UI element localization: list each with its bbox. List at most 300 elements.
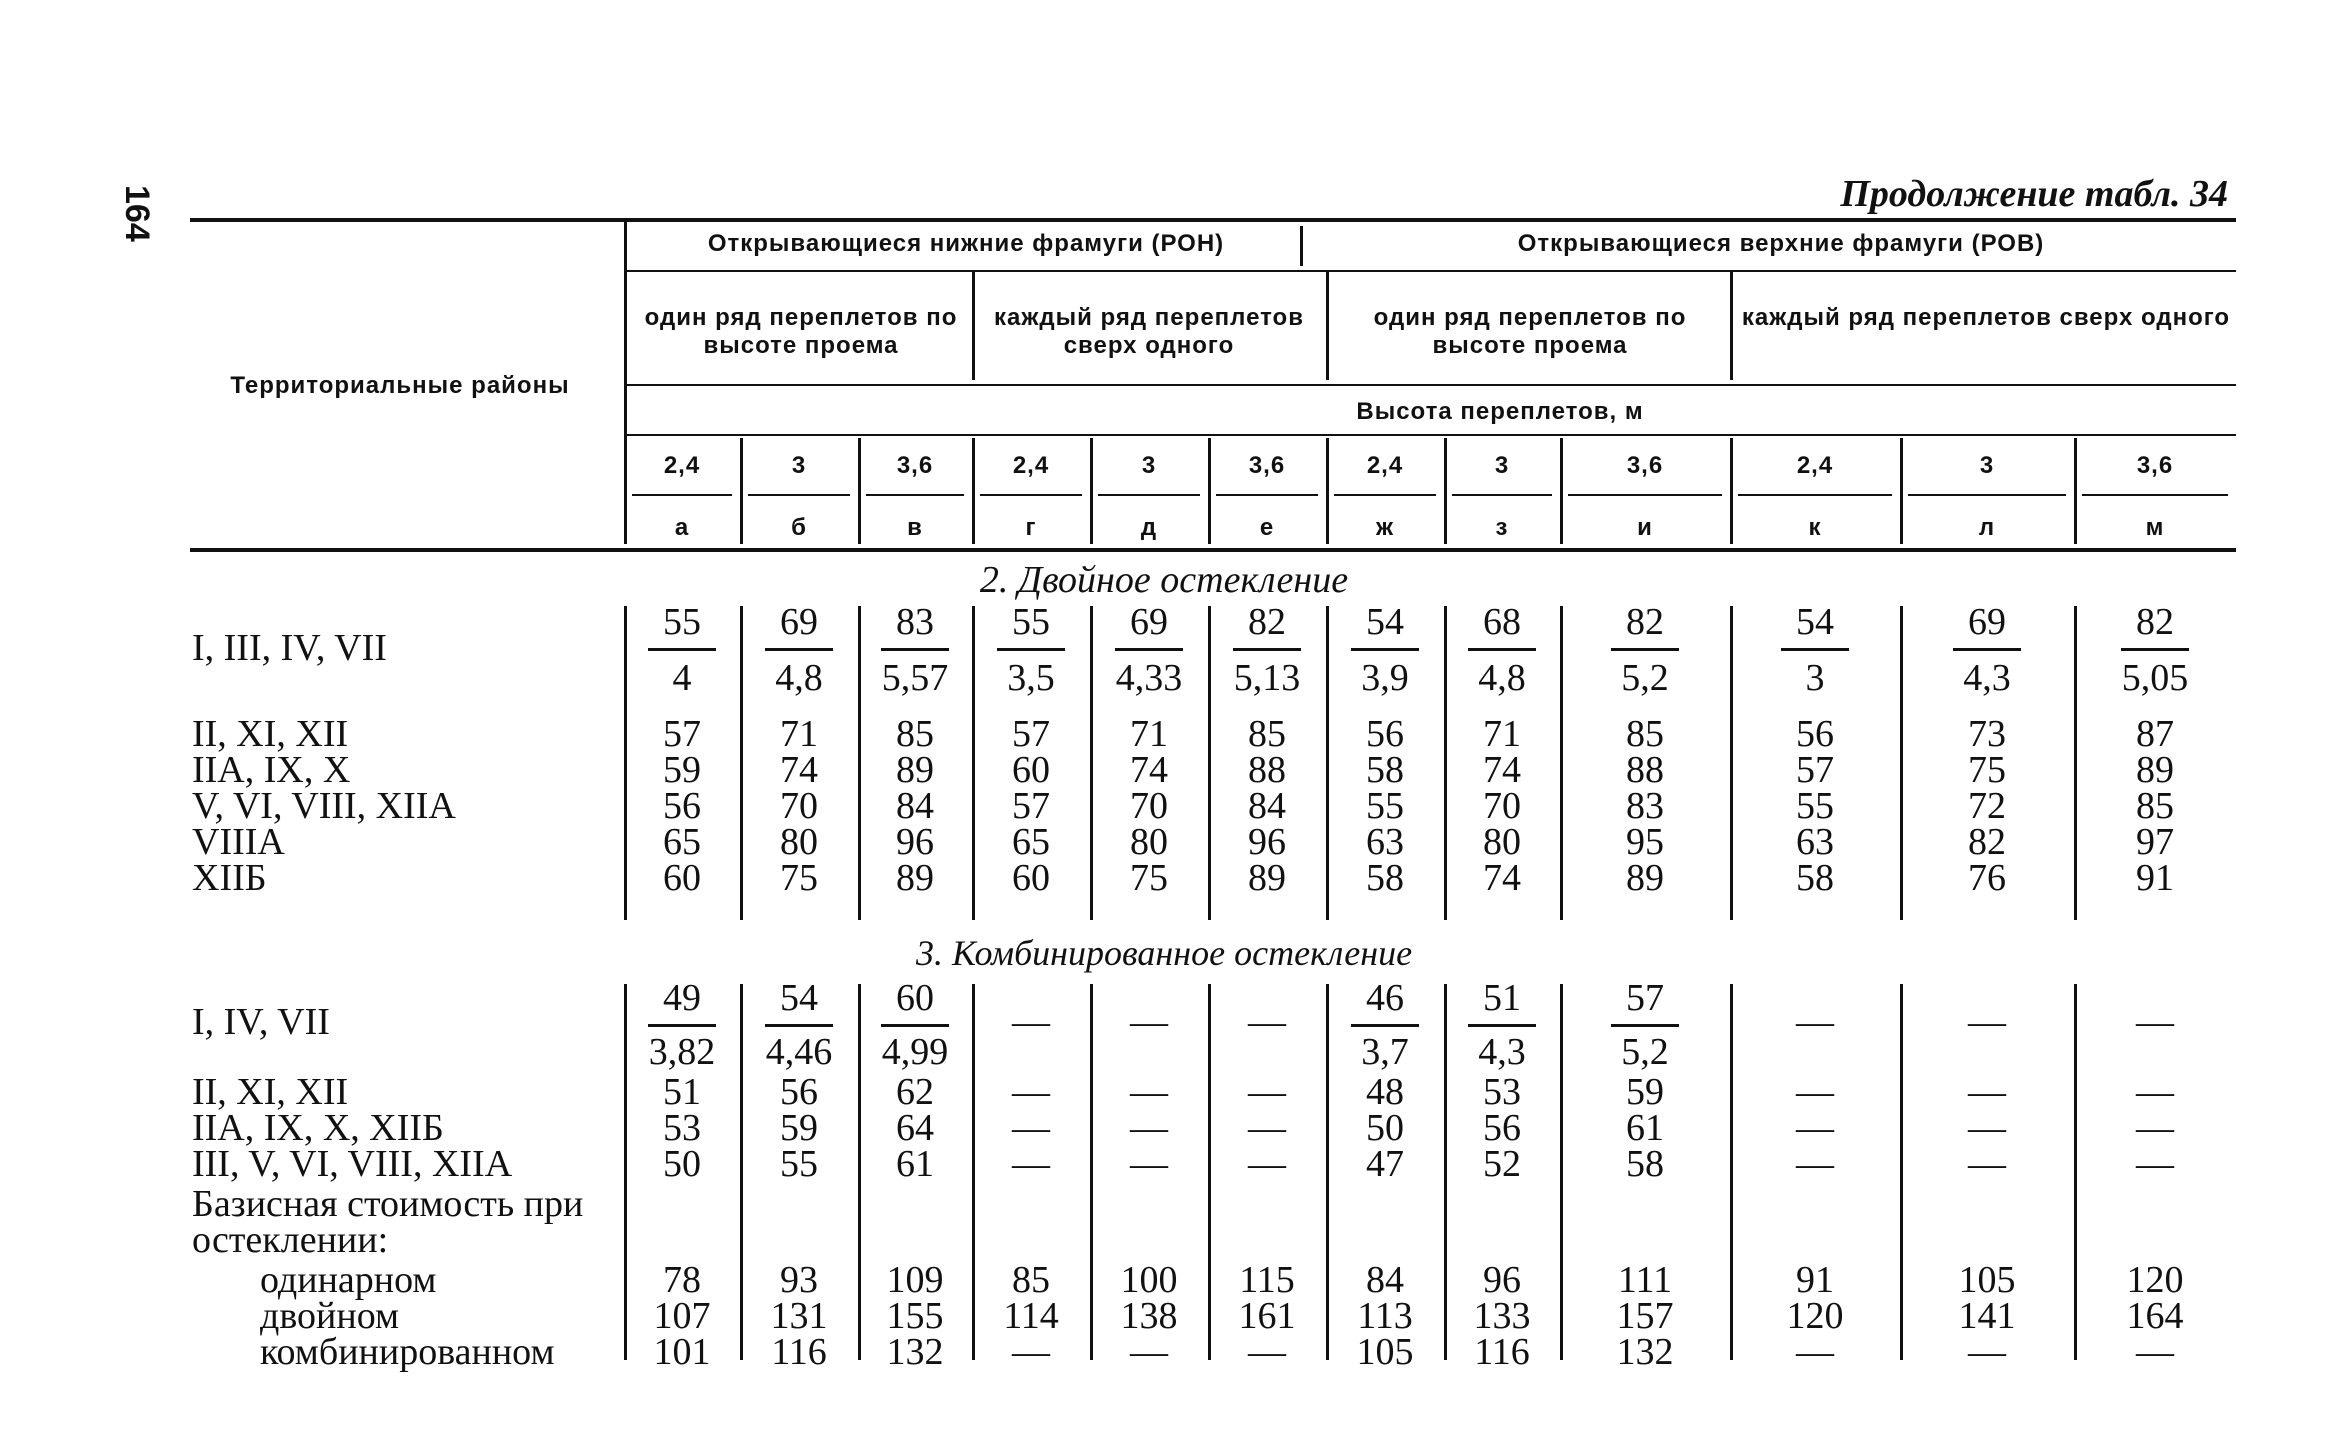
rule <box>1216 494 1318 496</box>
column-rule <box>972 270 975 380</box>
table-cell: — <box>2136 1001 2174 1043</box>
fraction-numerator: 46 <box>1366 977 1404 1019</box>
rule <box>1738 494 1892 496</box>
table-cell: 87 <box>2136 713 2174 755</box>
rule <box>648 1024 716 1027</box>
table-cell: 107 <box>653 1295 711 1337</box>
table-cell: 61 <box>1626 1107 1664 1149</box>
table-cell: — <box>1130 1071 1168 1113</box>
table-cell: 58 <box>1366 857 1404 899</box>
table-cell: 84 <box>1248 785 1286 827</box>
table-cell: — <box>1968 1107 2006 1149</box>
fraction-numerator: 68 <box>1483 601 1521 643</box>
sub-lower-one: один ряд переплетов по высоте проема <box>644 304 958 359</box>
row-label: комбинированном <box>260 1331 555 1373</box>
table-cell: 55 <box>1366 785 1404 827</box>
base-cost-label: остеклении: <box>192 1219 389 1261</box>
table-cell: 132 <box>1616 1331 1674 1373</box>
fraction-numerator: 83 <box>896 601 934 643</box>
fraction-numerator: 51 <box>1483 977 1521 1019</box>
table-cell: 55 <box>780 1143 818 1185</box>
height-value: 2,4 <box>1366 452 1404 479</box>
table-cell: 56 <box>1483 1107 1521 1149</box>
table-cell: 89 <box>1248 857 1286 899</box>
table-cell: 80 <box>1483 821 1521 863</box>
table-cell: — <box>1968 1331 2006 1373</box>
table-cell: 85 <box>896 713 934 755</box>
row-label: II, XI, XII <box>192 1071 349 1113</box>
sub-upper-one: один ряд переплетов по высоте проема <box>1373 304 1687 359</box>
base-cost-label: Базисная стоимость при <box>192 1183 584 1225</box>
table-cell: 50 <box>663 1143 701 1185</box>
table-cell: — <box>1248 1071 1286 1113</box>
column-rule <box>1444 606 1447 920</box>
table-cell: 88 <box>1248 749 1286 791</box>
column-rule <box>858 606 861 920</box>
section-title-combined: 3. Комбинированное остекление <box>915 933 1413 973</box>
rule <box>1781 648 1849 651</box>
column-rule <box>1444 984 1447 1360</box>
column-rule <box>972 606 975 920</box>
table-cell: 60 <box>1012 857 1050 899</box>
fraction-denominator: 3,9 <box>1361 657 1409 699</box>
table-cell: 96 <box>1483 1259 1521 1301</box>
row-label: IIА, IX, X <box>192 749 351 791</box>
table-cell: 65 <box>1012 821 1050 863</box>
rule <box>765 1024 833 1027</box>
rule <box>1098 494 1200 496</box>
height-value: 2,4 <box>1796 452 1834 479</box>
row-label: I, III, IV, VII <box>192 627 387 669</box>
table-cell: 74 <box>1130 749 1168 791</box>
table-cell: 78 <box>663 1259 701 1301</box>
table-cell: — <box>1130 1001 1168 1043</box>
table-cell: 97 <box>2136 821 2174 863</box>
fraction-denominator: 3,5 <box>1007 657 1055 699</box>
table-cell: 85 <box>1248 713 1286 755</box>
column-rule <box>972 438 975 544</box>
fraction-denominator: 5,2 <box>1621 657 1669 699</box>
table-cell: 57 <box>1796 749 1834 791</box>
rule <box>1568 494 1722 496</box>
table-cell: 56 <box>780 1071 818 1113</box>
column-letter: б <box>791 514 807 541</box>
column-rule <box>1560 984 1563 1360</box>
table-cell: 157 <box>1616 1295 1674 1337</box>
table-cell: 109 <box>886 1259 944 1301</box>
fraction-denominator: 5,2 <box>1621 1031 1669 1073</box>
table-cell: 116 <box>1474 1331 1530 1373</box>
height-label: Высота переплетов, м <box>1356 398 1644 425</box>
table-cell: 63 <box>1796 821 1834 863</box>
rule <box>866 494 964 496</box>
table-cell: 93 <box>780 1259 818 1301</box>
column-rule <box>1730 606 1733 920</box>
table-cell: 52 <box>1483 1143 1521 1185</box>
column-rule <box>1326 270 1329 380</box>
fraction-denominator: 4,33 <box>1115 657 1183 699</box>
rule <box>2121 648 2189 651</box>
table-cell: 58 <box>1626 1143 1664 1185</box>
table-cell: 138 <box>1120 1295 1178 1337</box>
table-cell: 80 <box>780 821 818 863</box>
table-cell: — <box>1012 1071 1050 1113</box>
fraction-numerator: 54 <box>1366 601 1404 643</box>
fraction-denominator: 4,3 <box>1963 657 2011 699</box>
table-cell: 82 <box>1968 821 2006 863</box>
column-rule <box>1090 606 1093 920</box>
table-cell: 56 <box>1366 713 1404 755</box>
table-cell: 57 <box>1012 713 1050 755</box>
column-letter: е <box>1259 514 1275 541</box>
table-cell: 84 <box>896 785 934 827</box>
fraction-denominator: 3,7 <box>1361 1031 1409 1073</box>
rule <box>1115 648 1183 651</box>
table-cell: 55 <box>1796 785 1834 827</box>
table-cell: — <box>1130 1143 1168 1185</box>
fraction-denominator: 3,82 <box>648 1031 716 1073</box>
table-cell: 63 <box>1366 821 1404 863</box>
fraction-numerator: 54 <box>1796 601 1834 643</box>
fraction-numerator: 69 <box>780 601 818 643</box>
column-rule <box>624 606 627 920</box>
rule <box>190 218 2236 222</box>
fraction-denominator: 4,46 <box>765 1031 833 1073</box>
table-cell: 96 <box>896 821 934 863</box>
table-cell: 105 <box>1958 1259 2016 1301</box>
table-cell: 73 <box>1968 713 2006 755</box>
fraction-denominator: 4,3 <box>1478 1031 1526 1073</box>
table-cell: — <box>1248 1143 1286 1185</box>
table-cell: 47 <box>1366 1143 1404 1185</box>
table-cell: — <box>1130 1331 1168 1373</box>
table-cell: 76 <box>1968 857 2006 899</box>
table-cell: 59 <box>1626 1071 1664 1113</box>
table-cell: 85 <box>2136 785 2174 827</box>
rule <box>1351 1024 1419 1027</box>
column-rule <box>740 606 743 920</box>
fraction-numerator: 69 <box>1968 601 2006 643</box>
rule <box>1611 1024 1679 1027</box>
table-cell: — <box>1796 1107 1834 1149</box>
group-upper-header: Открывающиеся верхние фрамуги (РОВ) <box>1517 230 2045 257</box>
row-label: I, IV, VII <box>192 1001 330 1043</box>
table-cell: 59 <box>780 1107 818 1149</box>
table-cell: — <box>1796 1071 1834 1113</box>
table-cell: 71 <box>1483 713 1521 755</box>
table-cell: 56 <box>663 785 701 827</box>
column-rule <box>1208 606 1211 920</box>
fraction-numerator: 55 <box>1012 601 1050 643</box>
table-cell: — <box>1012 1143 1050 1185</box>
table-cell: 51 <box>663 1071 701 1113</box>
table-cell: 75 <box>780 857 818 899</box>
column-rule <box>1560 606 1563 920</box>
row-label: двойном <box>260 1295 400 1337</box>
column-rule <box>1326 606 1329 920</box>
page-number: 164 <box>118 185 156 242</box>
table-cell: — <box>1012 1107 1050 1149</box>
fraction-numerator: 82 <box>1248 601 1286 643</box>
table-cell: 57 <box>663 713 701 755</box>
rule <box>190 548 2236 552</box>
row-label: одинарном <box>260 1259 437 1301</box>
column-rule <box>2074 438 2077 544</box>
height-value: 3,6 <box>896 452 934 479</box>
table-cell: 70 <box>780 785 818 827</box>
table-cell: 120 <box>1786 1295 1844 1337</box>
table-cell: 89 <box>896 857 934 899</box>
row-label: II, XI, XII <box>192 713 349 755</box>
column-rule <box>1730 270 1733 380</box>
table-cell: — <box>2136 1331 2174 1373</box>
column-rule <box>1560 438 1563 544</box>
column-rule <box>1326 438 1329 544</box>
column-letter: ж <box>1375 514 1394 541</box>
table-cell: 56 <box>1796 713 1834 755</box>
fraction-denominator: 5,13 <box>1233 657 1301 699</box>
column-rule <box>1730 984 1733 1360</box>
table-cell: 114 <box>1003 1295 1059 1337</box>
table-cell: 58 <box>1796 857 1834 899</box>
column-rule <box>1208 984 1211 1360</box>
column-rule <box>1900 984 1903 1360</box>
height-value: 3 <box>1979 452 1995 479</box>
rule <box>626 434 2236 436</box>
table-cell: 89 <box>896 749 934 791</box>
table-cell: 131 <box>770 1295 828 1337</box>
section-title-double: 2. Двойное остекление <box>979 559 1349 601</box>
table-cell: 50 <box>1366 1107 1404 1149</box>
rule <box>1468 648 1536 651</box>
column-letter: д <box>1140 514 1158 541</box>
table-cell: 71 <box>1130 713 1168 755</box>
table-cell: 74 <box>1483 749 1521 791</box>
table-cell: 120 <box>2126 1259 2184 1301</box>
rule <box>1468 1024 1536 1027</box>
column-letter: г <box>1025 514 1037 541</box>
table-cell: — <box>1130 1107 1168 1149</box>
rule <box>765 648 833 651</box>
rule <box>997 648 1065 651</box>
rule <box>1611 648 1679 651</box>
rule <box>626 270 2236 272</box>
table-cell: 70 <box>1130 785 1168 827</box>
row-label: XIIБ <box>192 857 267 899</box>
table-cell: 105 <box>1356 1331 1414 1373</box>
row-label: IIА, IX, X, XIIБ <box>192 1107 444 1149</box>
table-cell: 74 <box>1483 857 1521 899</box>
column-rule <box>1326 984 1329 1360</box>
table-cell: 91 <box>2136 857 2174 899</box>
column-rule <box>1090 984 1093 1360</box>
table-cell: 155 <box>886 1295 944 1337</box>
column-rule <box>858 984 861 1360</box>
fraction-numerator: 82 <box>1626 601 1664 643</box>
sub-lower-each: каждый ряд переплетов сверх одного <box>994 304 1304 359</box>
table-cell: 113 <box>1357 1295 1413 1337</box>
table-cell: — <box>2136 1143 2174 1185</box>
table-cell: — <box>1968 1071 2006 1113</box>
table-cell: — <box>1248 1001 1286 1043</box>
group-lower-header: Открывающиеся нижние фрамуги (РОН) <box>707 230 1225 257</box>
table-cell: — <box>1968 1143 2006 1185</box>
column-letter: м <box>2145 514 2165 541</box>
table-cell: 164 <box>2126 1295 2184 1337</box>
column-rule <box>1208 438 1211 544</box>
column-letter: и <box>1637 514 1653 541</box>
table-cell: 64 <box>896 1107 934 1149</box>
fraction-denominator: 4,8 <box>1478 657 1526 699</box>
fraction-numerator: 55 <box>663 601 701 643</box>
fraction-denominator: 5,57 <box>881 657 949 699</box>
table-cell: 53 <box>1483 1071 1521 1113</box>
table-cell: 59 <box>663 749 701 791</box>
height-value: 3,6 <box>2136 452 2174 479</box>
table-cell: — <box>1012 1331 1050 1373</box>
rule <box>1233 648 1301 651</box>
column-rule <box>1900 606 1903 920</box>
fraction-denominator: 4,99 <box>881 1031 949 1073</box>
table-cell: 116 <box>771 1331 827 1373</box>
column-letter: а <box>674 514 690 541</box>
rule <box>1953 648 2021 651</box>
rule <box>748 494 850 496</box>
table-cell: 80 <box>1130 821 1168 863</box>
fraction-denominator: 4,8 <box>775 657 823 699</box>
table-cell: 72 <box>1968 785 2006 827</box>
fraction-numerator: 60 <box>896 977 934 1019</box>
table-cell: 75 <box>1968 749 2006 791</box>
table-cell: 111 <box>1617 1259 1673 1301</box>
table-cell: 71 <box>780 713 818 755</box>
table-cell: — <box>1012 1001 1050 1043</box>
column-rule <box>1300 226 1303 266</box>
table-cell: — <box>2136 1071 2174 1113</box>
table-cell: 91 <box>1796 1259 1834 1301</box>
table-cell: 84 <box>1366 1259 1404 1301</box>
fraction-denominator: 5,05 <box>2121 657 2189 699</box>
height-value: 2,4 <box>1012 452 1050 479</box>
rule <box>1334 494 1436 496</box>
fraction-numerator: 82 <box>2136 601 2174 643</box>
rule <box>2082 494 2228 496</box>
column-rule <box>2074 606 2077 920</box>
table-cell: 89 <box>1626 857 1664 899</box>
height-value: 3 <box>791 452 807 479</box>
table-cell: 85 <box>1626 713 1664 755</box>
column-rule <box>972 984 975 1360</box>
column-rule <box>2074 984 2077 1360</box>
table-cell: 88 <box>1626 749 1664 791</box>
table-cell: 132 <box>886 1331 944 1373</box>
table-cell: — <box>2136 1107 2174 1149</box>
table-cell: 62 <box>896 1071 934 1113</box>
table-cell: 60 <box>663 857 701 899</box>
table-cell: 48 <box>1366 1071 1404 1113</box>
table-cell: — <box>1248 1331 1286 1373</box>
table-cell: 58 <box>1366 749 1404 791</box>
column-rule <box>624 984 627 1360</box>
table-cell: 133 <box>1473 1295 1531 1337</box>
territory-header: Территориальные районы <box>230 372 570 399</box>
table-cell: 83 <box>1626 785 1664 827</box>
table-cell: 141 <box>1958 1295 2016 1337</box>
table-cell: 70 <box>1483 785 1521 827</box>
column-rule <box>740 984 743 1360</box>
column-rule <box>858 438 861 544</box>
rule <box>1452 494 1552 496</box>
fraction-numerator: 54 <box>780 977 818 1019</box>
column-letter: в <box>907 514 923 541</box>
table-cell: — <box>1968 1001 2006 1043</box>
table-cell: 161 <box>1238 1295 1296 1337</box>
rule <box>980 494 1082 496</box>
table-cell: — <box>1796 1143 1834 1185</box>
fraction-denominator: 3 <box>1805 657 1825 699</box>
row-label: III, V, VI, VIII, XIIА <box>192 1143 513 1185</box>
height-value: 3,6 <box>1626 452 1664 479</box>
height-value: 2,4 <box>663 452 701 479</box>
table-cell: 61 <box>896 1143 934 1185</box>
table-cell: 85 <box>1012 1259 1050 1301</box>
column-rule <box>624 220 627 544</box>
table-cell: — <box>1796 1331 1834 1373</box>
row-label: VIIIА <box>192 821 285 863</box>
column-rule <box>1730 438 1733 544</box>
column-letter: л <box>1978 514 1996 541</box>
rule <box>1351 648 1419 651</box>
column-letter: к <box>1808 514 1822 541</box>
column-rule <box>1900 438 1903 544</box>
table-cell: 53 <box>663 1107 701 1149</box>
table-cell: 60 <box>1012 749 1050 791</box>
fraction-numerator: 57 <box>1626 977 1664 1019</box>
table-cell: 65 <box>663 821 701 863</box>
column-rule <box>740 438 743 544</box>
row-label: V, VI, VIII, XIIА <box>192 785 456 827</box>
fraction-numerator: 49 <box>663 977 701 1019</box>
table-cell: 101 <box>653 1331 711 1373</box>
table-cell: — <box>1248 1107 1286 1149</box>
table-cell: 100 <box>1120 1259 1178 1301</box>
height-value: 3 <box>1494 452 1510 479</box>
rule <box>881 648 949 651</box>
table-cell: 75 <box>1130 857 1168 899</box>
height-value: 3,6 <box>1248 452 1286 479</box>
column-rule <box>1090 438 1093 544</box>
rule <box>1908 494 2066 496</box>
rule <box>632 494 732 496</box>
column-letter: з <box>1495 514 1509 541</box>
table-caption: Продолжение табл. 34 <box>1840 173 2228 215</box>
column-rule <box>1444 438 1447 544</box>
rule <box>626 384 2236 386</box>
table-cell: 74 <box>780 749 818 791</box>
rule <box>648 648 716 651</box>
table-cell: 96 <box>1248 821 1286 863</box>
table-cell: 115 <box>1239 1259 1295 1301</box>
fraction-denominator: 4 <box>672 657 692 699</box>
height-value: 3 <box>1141 452 1157 479</box>
table-cell: 89 <box>2136 749 2174 791</box>
fraction-numerator: 69 <box>1130 601 1168 643</box>
table-cell: 95 <box>1626 821 1664 863</box>
rule <box>881 1024 949 1027</box>
table-cell: — <box>1796 1001 1834 1043</box>
table-cell: 57 <box>1012 785 1050 827</box>
sub-upper-each: каждый ряд переплетов сверх одного <box>1741 304 2231 331</box>
